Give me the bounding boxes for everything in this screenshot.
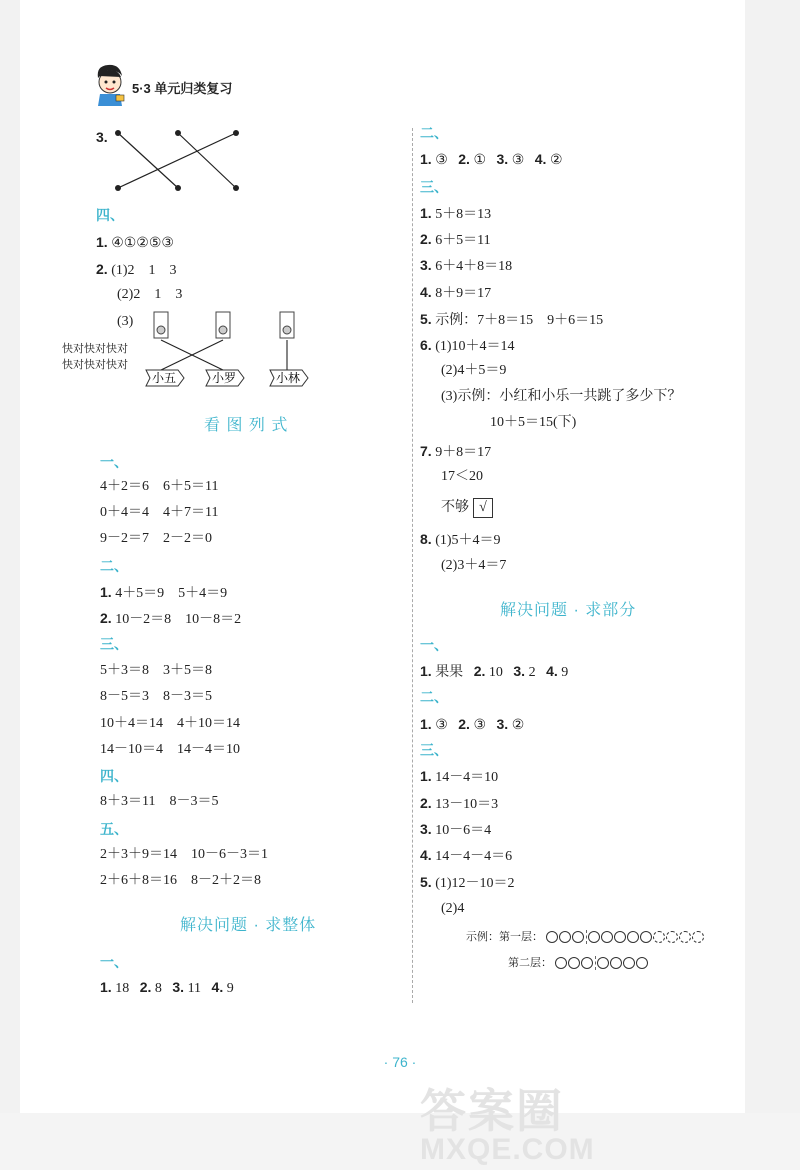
answer-text: 6＋5＝11 bbox=[435, 233, 491, 248]
answer-text: ② bbox=[549, 153, 563, 168]
circle-icon bbox=[636, 957, 648, 969]
column-divider bbox=[412, 128, 413, 1003]
question-number: 3. bbox=[420, 821, 432, 837]
section-heading: 解决问题 · 求整体 bbox=[180, 917, 317, 934]
answer-text: 10 bbox=[488, 665, 503, 680]
answer-line: 10＋5＝15(下) bbox=[490, 415, 577, 430]
answer-text: 不够 bbox=[441, 500, 469, 516]
answer-line bbox=[420, 715, 524, 735]
question-number: 2. bbox=[96, 261, 108, 277]
answer-text: 18 bbox=[115, 981, 130, 996]
name-tag: 小罗 bbox=[211, 371, 237, 385]
section-1-heading bbox=[100, 953, 128, 973]
answer-line bbox=[420, 767, 498, 787]
split-line bbox=[586, 930, 587, 944]
section-label: 一、 bbox=[420, 637, 448, 653]
question-number: 3. bbox=[172, 979, 185, 995]
cup-icon bbox=[154, 312, 168, 338]
answer-line bbox=[420, 794, 498, 814]
circle-icon bbox=[572, 931, 584, 943]
answer-text: (1)5＋4＝9 bbox=[435, 533, 501, 548]
answer-line bbox=[100, 978, 234, 998]
dashed-circle-icon bbox=[692, 931, 704, 943]
answer-line: 0＋4＝4 4＋7＝11 bbox=[100, 505, 219, 520]
question-number: 1. bbox=[420, 716, 432, 732]
speech-text: 快对快对快对 bbox=[62, 343, 128, 355]
answer-line: 2＋6＋8＝16 8－2＋2＝8 bbox=[100, 873, 261, 888]
circle-icon bbox=[581, 957, 593, 969]
question-number: 4. bbox=[534, 151, 547, 167]
watermark bbox=[420, 1075, 790, 1170]
question-number: 2. bbox=[420, 231, 432, 247]
speech-text: 快对快对快对 bbox=[62, 359, 128, 371]
question-number: 2. bbox=[473, 663, 486, 679]
answer-line bbox=[420, 230, 491, 250]
answer-line: (3) bbox=[117, 314, 134, 329]
circle-icon bbox=[568, 957, 580, 969]
section-5-heading bbox=[100, 820, 128, 840]
section-4-heading bbox=[96, 206, 124, 226]
answer-line: 8－5＝3 8－3＝5 bbox=[100, 689, 212, 704]
question-number: 4. bbox=[546, 663, 558, 679]
answer-text: ① bbox=[473, 153, 486, 168]
question-number: 2. bbox=[458, 151, 470, 167]
circle-icon bbox=[555, 957, 567, 969]
question-number: 8. bbox=[420, 531, 432, 547]
watermark-logo-text: 答案圈 bbox=[420, 1085, 564, 1137]
question-number: 1. bbox=[420, 663, 432, 679]
cartoon-boy-icon bbox=[90, 62, 130, 106]
answer-text: 14－4－4＝6 bbox=[435, 849, 513, 864]
section-3-heading bbox=[100, 635, 128, 655]
answer-text: 9 bbox=[226, 981, 234, 996]
answer-line bbox=[420, 662, 568, 682]
answer-line bbox=[420, 820, 491, 840]
answer-line bbox=[420, 442, 491, 462]
section-3-heading bbox=[420, 178, 448, 198]
answer-line bbox=[420, 283, 491, 303]
scan-margin-left bbox=[0, 0, 20, 1170]
answer-text: 2 bbox=[528, 665, 536, 680]
answer-line bbox=[441, 498, 493, 518]
section-heading: 解决问题 · 求部分 bbox=[500, 602, 637, 619]
circle-icon bbox=[623, 957, 635, 969]
question-number: 5. bbox=[420, 311, 432, 327]
question-number: 4. bbox=[420, 284, 432, 300]
question-number: 2. bbox=[458, 716, 470, 732]
answer-line bbox=[420, 530, 501, 550]
section-label: 二、 bbox=[420, 689, 448, 705]
question-number: 3. bbox=[496, 151, 509, 167]
cup-icon bbox=[216, 312, 230, 338]
question-number: 3. bbox=[496, 716, 509, 732]
question-number: 4. bbox=[211, 979, 224, 995]
answer-text: 8 bbox=[154, 981, 162, 996]
answer-line bbox=[420, 150, 563, 170]
question-number: 6. bbox=[420, 337, 432, 353]
page-number: · 76 · bbox=[383, 1054, 417, 1070]
answer-text: ③ bbox=[435, 153, 448, 168]
answer-line: (2)4 bbox=[441, 901, 465, 916]
section-label: 一、 bbox=[100, 454, 128, 470]
name-tag: 小五 bbox=[151, 371, 177, 385]
section-heading: 看 图 列 式 bbox=[204, 417, 289, 434]
dashed-circle-icon bbox=[666, 931, 678, 943]
answer-line: (2)4＋5＝9 bbox=[441, 363, 507, 378]
answer-text: (1)12－10＝2 bbox=[435, 876, 515, 891]
section-2-heading bbox=[100, 557, 128, 577]
section-4-heading bbox=[100, 767, 128, 787]
answer-text: 10－2＝8 10－8＝2 bbox=[115, 612, 242, 627]
section-label: 一、 bbox=[100, 954, 128, 970]
section-1-heading bbox=[100, 453, 128, 473]
answer-text: ③ bbox=[473, 718, 486, 733]
example-row-1 bbox=[466, 928, 705, 946]
answer-line bbox=[420, 256, 512, 276]
answer-text: ③ bbox=[435, 718, 448, 733]
answer-text: ② bbox=[511, 718, 525, 733]
page-header-title: 5·3 单元归类复习 bbox=[132, 81, 233, 96]
circle-icon bbox=[627, 931, 639, 943]
answer-text: 9＋8＝17 bbox=[435, 445, 492, 460]
section-label: 三、 bbox=[420, 179, 448, 195]
answer-line: 8＋3＝11 8－3＝5 bbox=[100, 794, 219, 809]
section-3-heading bbox=[420, 741, 448, 761]
answer-line bbox=[96, 233, 174, 253]
example-label: 示例：第一层： bbox=[466, 931, 543, 943]
question-number: 3. bbox=[513, 663, 526, 679]
question-number: 2. bbox=[139, 979, 152, 995]
circle-icon bbox=[588, 931, 600, 943]
circle-icon bbox=[610, 957, 622, 969]
question-number: 2. bbox=[420, 795, 432, 811]
answer-line: 10＋4＝14 4＋10＝14 bbox=[100, 716, 240, 731]
answer-line: (3)示例：小红和小乐一共跳了多少下？ bbox=[441, 389, 682, 404]
answer-line: (2)2 1 3 bbox=[117, 287, 183, 302]
answer-text: ④①②⑤③ bbox=[111, 236, 174, 251]
example-row-2 bbox=[508, 954, 649, 972]
question-number: 5. bbox=[420, 874, 432, 890]
answer-text: (1)2 1 3 bbox=[111, 263, 177, 278]
question-number: 2. bbox=[100, 610, 112, 626]
matching-lines-diagram bbox=[110, 126, 245, 196]
question-number: 1. bbox=[100, 584, 112, 600]
circle-icon bbox=[546, 931, 558, 943]
check-mark-box: √ bbox=[473, 498, 493, 518]
answer-line: 5＋3＝8 3＋5＝8 bbox=[100, 663, 212, 678]
circle-icon bbox=[601, 931, 613, 943]
answer-line bbox=[420, 204, 491, 224]
question-number: 3. bbox=[420, 257, 432, 273]
section-label: 二、 bbox=[100, 558, 128, 574]
answer-line bbox=[420, 336, 515, 356]
watermark-url: MXQE.COM bbox=[420, 1133, 595, 1166]
answer-text: 14－4＝10 bbox=[435, 770, 499, 785]
answer-line bbox=[100, 583, 227, 603]
example-label: 第二层： bbox=[508, 957, 552, 969]
name-tag: 小林 bbox=[275, 371, 301, 385]
answer-line: 9－2＝7 2－2＝0 bbox=[100, 531, 212, 546]
section-label: 四、 bbox=[96, 207, 124, 223]
answer-line: (2)3＋4＝7 bbox=[441, 558, 507, 573]
answer-line bbox=[420, 873, 515, 893]
answer-line bbox=[420, 846, 512, 866]
answer-text: 示例：7＋8＝15 9＋6＝15 bbox=[435, 313, 604, 328]
answer-text: 9 bbox=[561, 665, 569, 680]
answer-text: (1)10＋4＝14 bbox=[435, 339, 515, 354]
answer-text: 6＋4＋8＝18 bbox=[435, 259, 513, 274]
scan-margin-right bbox=[745, 0, 800, 1170]
answer-line bbox=[420, 310, 603, 330]
answer-text: 10－6＝4 bbox=[435, 823, 492, 838]
circle-icon bbox=[559, 931, 571, 943]
answer-line: 4＋2＝6 6＋5＝11 bbox=[100, 479, 219, 494]
circle-icon bbox=[597, 957, 609, 969]
question-number: 4. bbox=[420, 847, 432, 863]
section-label: 三、 bbox=[420, 742, 448, 758]
section-2-heading bbox=[420, 688, 448, 708]
split-line bbox=[595, 956, 596, 970]
question-number: 7. bbox=[420, 443, 432, 459]
answer-line: 14－10＝4 14－4＝10 bbox=[100, 742, 240, 757]
section-label: 五、 bbox=[100, 821, 128, 837]
section-2-heading bbox=[420, 124, 448, 144]
question-number: 1. bbox=[420, 151, 432, 167]
answer-line: 17＜20 bbox=[441, 469, 483, 484]
answer-text: 11 bbox=[187, 981, 202, 996]
answer-line bbox=[100, 609, 241, 629]
section-label: 二、 bbox=[420, 125, 448, 141]
answer-line bbox=[96, 260, 177, 280]
question-3-label bbox=[96, 128, 108, 148]
answer-text: 4＋5＝9 5＋4＝9 bbox=[115, 586, 228, 601]
question-number: 1. bbox=[420, 205, 432, 221]
answer-text: ③ bbox=[511, 153, 525, 168]
circle-icon bbox=[614, 931, 626, 943]
dashed-circle-icon bbox=[653, 931, 665, 943]
question-number: 1. bbox=[100, 979, 112, 995]
dashed-circle-icon bbox=[679, 931, 691, 943]
answer-text: 8＋9＝17 bbox=[435, 286, 492, 301]
question-number: 3. bbox=[96, 129, 108, 145]
answer-line: 2＋3＋9＝14 10－6－3＝1 bbox=[100, 847, 268, 862]
cup-icon bbox=[280, 312, 294, 338]
cups-matching-diagram bbox=[140, 308, 310, 393]
section-label: 三、 bbox=[100, 636, 128, 652]
question-number: 1. bbox=[96, 234, 108, 250]
answer-text: 5＋8＝13 bbox=[435, 207, 492, 222]
section-label: 四、 bbox=[100, 768, 128, 784]
answer-text: 果果 bbox=[435, 665, 464, 680]
question-number: 1. bbox=[420, 768, 432, 784]
section-1-heading bbox=[420, 636, 448, 656]
answer-text: 13－10＝3 bbox=[435, 797, 499, 812]
circle-icon bbox=[640, 931, 652, 943]
